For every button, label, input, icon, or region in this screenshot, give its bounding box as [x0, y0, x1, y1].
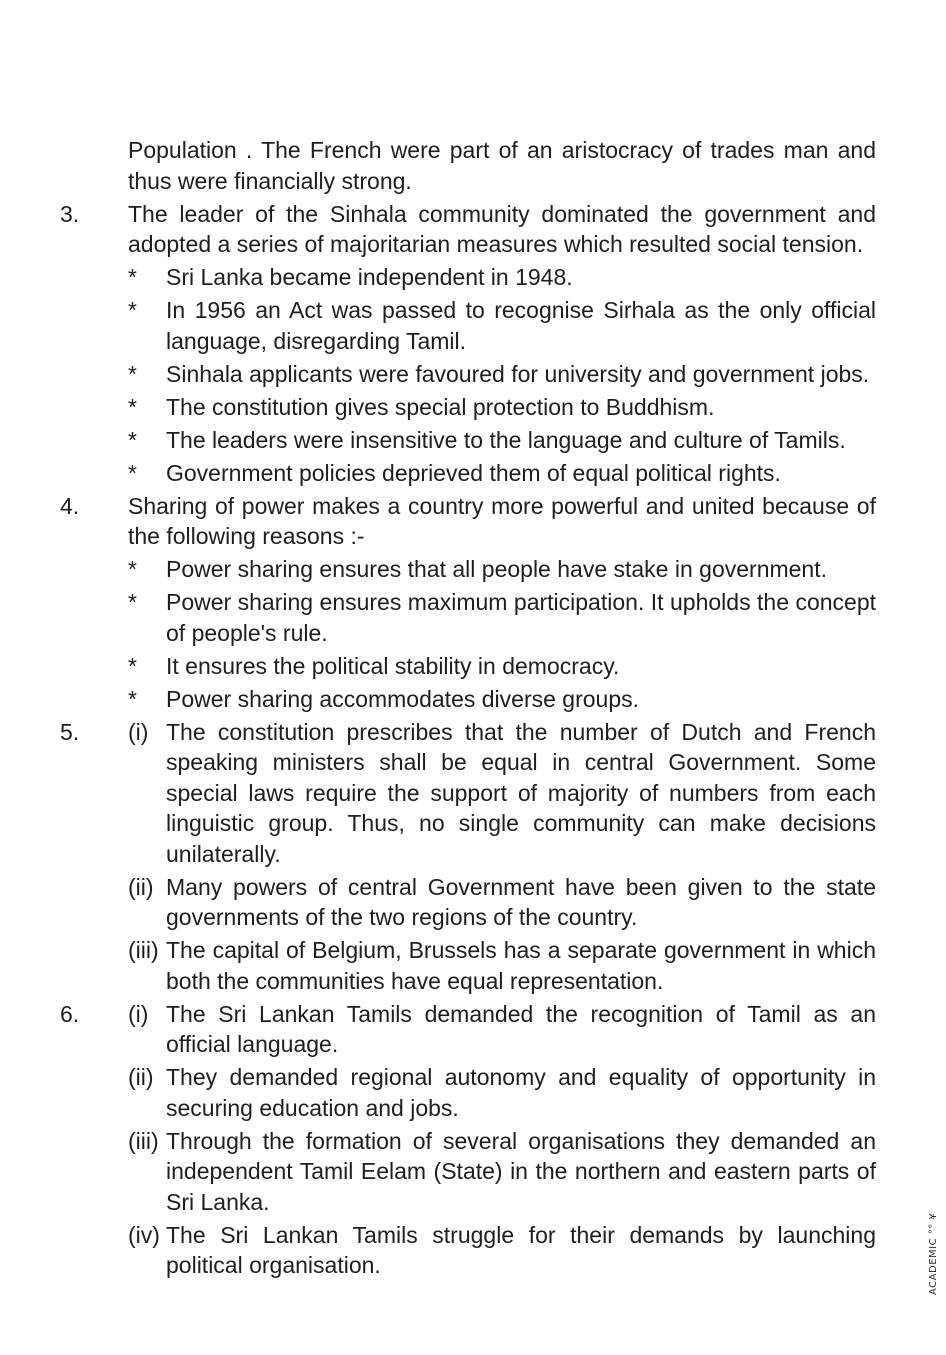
item-number: 4. — [60, 492, 80, 519]
sub-item-marker: (iii) — [128, 937, 159, 963]
bullet-text: In 1956 an Act was passed to recognise Sirhala as the only official language, disregarding Tamil. — [166, 297, 876, 354]
bullet-text: Sinhala applicants were favoured for university and government jobs. — [166, 360, 870, 387]
item-number: 5. — [60, 718, 80, 745]
margin-watermark-text: ACADEMIC °° ¥ — [928, 1212, 939, 1295]
answer-item-5 — [0, 717, 876, 997]
intro-text: Population . The French were part of an aristocracy of trades man and thus were financially strong. — [128, 137, 876, 194]
list-item — [128, 587, 876, 648]
list-item — [128, 262, 876, 293]
list-item — [128, 295, 876, 356]
sub-item-marker: (i) — [128, 1000, 149, 1027]
bullet-text: The leaders were insensitive to the language and culture of Tamils. — [166, 426, 846, 453]
sub-item-marker: (iv) — [128, 1221, 160, 1248]
bullet-star: * — [128, 589, 137, 615]
bullet-list — [128, 262, 876, 488]
list-item — [128, 651, 876, 682]
sub-item-marker: (i) — [128, 718, 149, 745]
sub-item — [128, 1220, 876, 1281]
sub-item-marker: (ii) — [128, 1064, 154, 1090]
sub-item-text: Through the formation of several organisations they demanded an independent Tamil Eelam (State) in the northern and eastern parts of Sri Lanka. — [166, 1127, 876, 1215]
bullet-text: Power sharing accommodates diverse groups. — [166, 685, 640, 712]
sub-item — [128, 872, 876, 933]
bullet-star: * — [128, 360, 137, 387]
answer-item-6 — [0, 999, 876, 1281]
bullet-text: Power sharing ensures maximum participation. It upholds the concept of people's rule. — [166, 589, 876, 646]
bullet-text: Power sharing ensures that all people have stake in government. — [166, 556, 828, 582]
item-number: 6. — [60, 1000, 80, 1027]
sub-item — [128, 999, 876, 1060]
intro-paragraph — [0, 135, 876, 196]
sub-item — [128, 935, 876, 996]
sub-item-text: Many powers of central Government have been given to the state governments of the two regions of the country. — [166, 873, 876, 930]
sub-item-text: The capital of Belgium, Brussels has a separate government in which both the communities have equal representation. — [166, 937, 876, 994]
sub-item-text: The constitution prescribes that the number of Dutch and French speaking ministers shall be equal in central Government. Some special laws require the support of majority of numbers from each linguistic group. Thus, no single community can make decisions unilaterally. — [166, 718, 876, 867]
answer-item-3 — [0, 199, 876, 489]
bullet-star: * — [128, 264, 137, 290]
sub-item — [128, 1126, 876, 1218]
bullet-text: It ensures the political stability in democracy. — [166, 652, 620, 679]
bullet-star: * — [128, 459, 137, 486]
answer-item-4 — [0, 491, 876, 715]
bullet-text: Sri Lanka became independent in 1948. — [166, 264, 573, 290]
item-text: Sharing of power makes a country more powerful and united because of the following reasons :- — [128, 492, 876, 549]
bullet-list — [128, 554, 876, 714]
bullet-star: * — [128, 426, 137, 453]
sub-item — [128, 717, 876, 870]
list-item — [128, 392, 876, 423]
item-number: 3. — [60, 200, 80, 227]
item-text: The leader of the Sinhala community dominated the government and adopted a series of majoritarian measures which resulted social tension. — [128, 200, 876, 257]
sub-item-marker: (iii) — [128, 1127, 159, 1154]
bullet-star: * — [128, 297, 137, 323]
document-page — [0, 135, 946, 1281]
margin-watermark — [905, 1130, 945, 1300]
bullet-star: * — [128, 685, 137, 712]
bullet-star: * — [128, 393, 137, 420]
bullet-star: * — [128, 652, 137, 679]
list-item — [128, 554, 876, 585]
bullet-text: The constitution gives special protection to Buddhism. — [166, 393, 715, 420]
sub-item-marker: (ii) — [128, 873, 154, 900]
list-item — [128, 458, 876, 489]
list-item — [128, 684, 876, 715]
sub-item-text: They demanded regional autonomy and equality of opportunity in securing education and jobs. — [166, 1064, 876, 1121]
list-item — [128, 359, 876, 390]
sub-item-text: The Sri Lankan Tamils demanded the recognition of Tamil as an official language. — [166, 1000, 876, 1057]
bullet-text: Government policies deprieved them of equal political rights. — [166, 459, 781, 486]
bullet-star: * — [128, 556, 137, 582]
sub-item — [128, 1062, 876, 1123]
sub-item-text: The Sri Lankan Tamils struggle for their demands by launching political organisation. — [166, 1221, 876, 1278]
list-item — [128, 425, 876, 456]
